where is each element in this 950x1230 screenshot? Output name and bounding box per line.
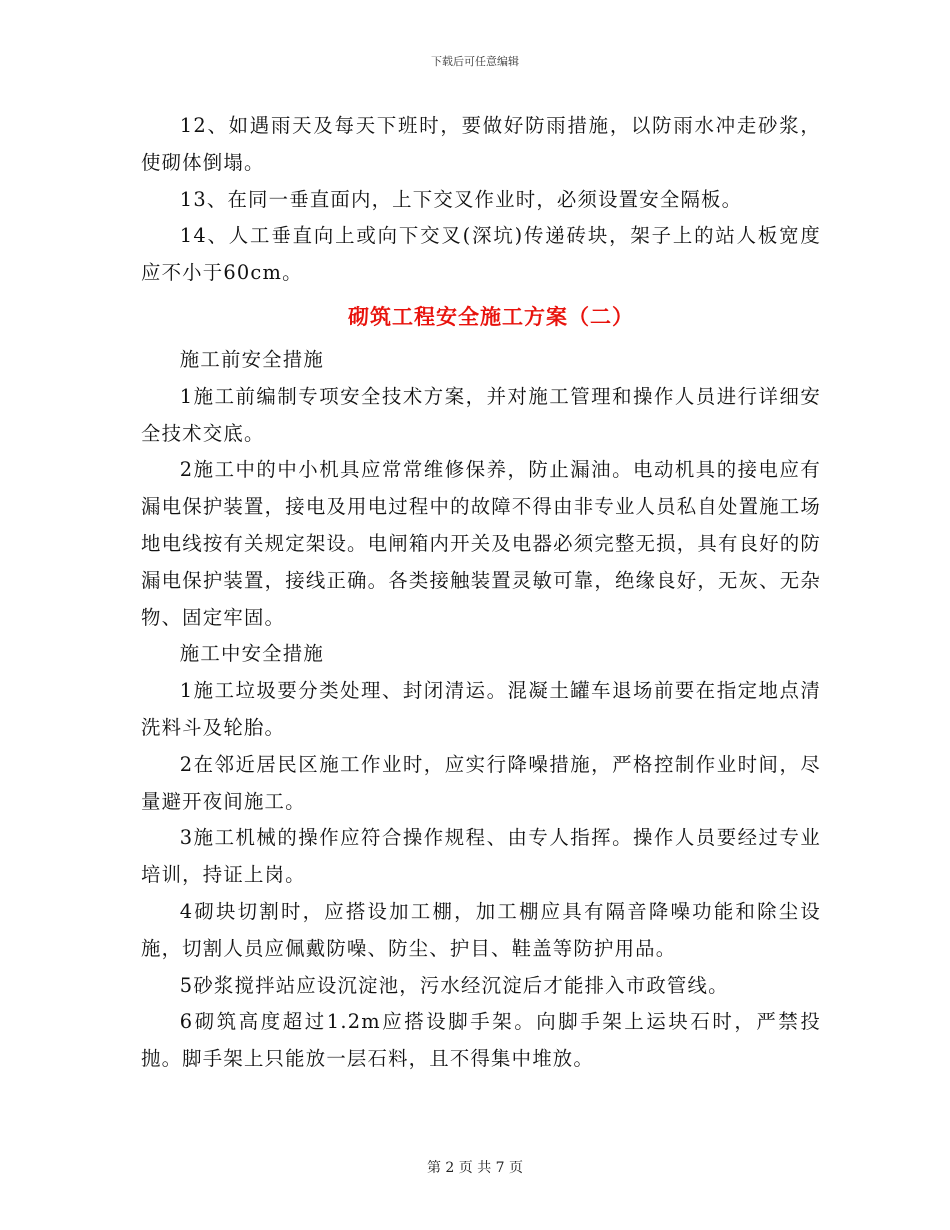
during-item-6: 6砌筑高度超过1.2m应搭设脚手架。向脚手架上运块石时，严禁投抛。脚手架上只能放一层石料，且不得集中堆放。 (141, 1010, 821, 1071)
subheading-before-construction: 施工前安全措施 (179, 347, 324, 371)
during-item-5: 5砂浆搅拌站应设沉淀池，污水经沉淀后才能排入市政管线。 (179, 973, 729, 997)
during-item-3: 3施工机械的操作应符合操作规程、由专人指挥。操作人员要经过专业培训，持证上岗。 (141, 826, 821, 887)
before-item-2: 2施工中的中小机具应常常维修保养，防止漏油。电动机具的接电应有漏电保护装置，接电及用电过程中的故障不得由非专业人员私自处置施工场地电线按有关规定架设。电闸箱内开关及电器必须完整无损，具有良好的防漏电保护装置，接线正确。各类接触装置灵敏可靠，绝缘良好，无灰、无杂物、固定牢固。 (141, 458, 821, 629)
page-header: 下载后可任意编辑 (431, 55, 519, 68)
section-title: 砌筑工程安全施工方案（二） (348, 303, 634, 329)
before-item-1: 1施工前编制专项安全技术方案，并对施工管理和操作人员进行详细安全技术交底。 (141, 384, 821, 445)
paragraph-item-12: 12、如遇雨天及每天下班时，要做好防雨措施，以防雨水冲走砂浆，使砌体倒塌。 (141, 114, 821, 174)
during-item-4: 4砌块切割时，应搭设加工棚，加工棚应具有隔音降噪功能和除尘设施，切割人员应佩戴防噪、防尘、护目、鞋盖等防护用品。 (141, 899, 821, 960)
subheading-during-construction: 施工中安全措施 (179, 642, 324, 666)
during-item-2: 2在邻近居民区施工作业时，应实行降噪措施，严格控制作业时间，尽量避开夜间施工。 (141, 752, 821, 813)
paragraph-item-13: 13、在同一垂直面内，上下交叉作业时，必须设置安全隔板。 (179, 187, 743, 211)
page-footer: 第 2 页 共 7 页 (426, 1160, 524, 1176)
paragraph-item-14: 14、人工垂直向上或向下交叉(深坑)传递砖块，架子上的站人板宽度应不小于60cm。 (141, 224, 821, 285)
document-body (141, 108, 821, 1078)
during-item-1: 1施工垃圾要分类处理、封闭清运。混凝土罐车退场前要在指定地点清洗料斗及轮胎。 (141, 679, 821, 739)
